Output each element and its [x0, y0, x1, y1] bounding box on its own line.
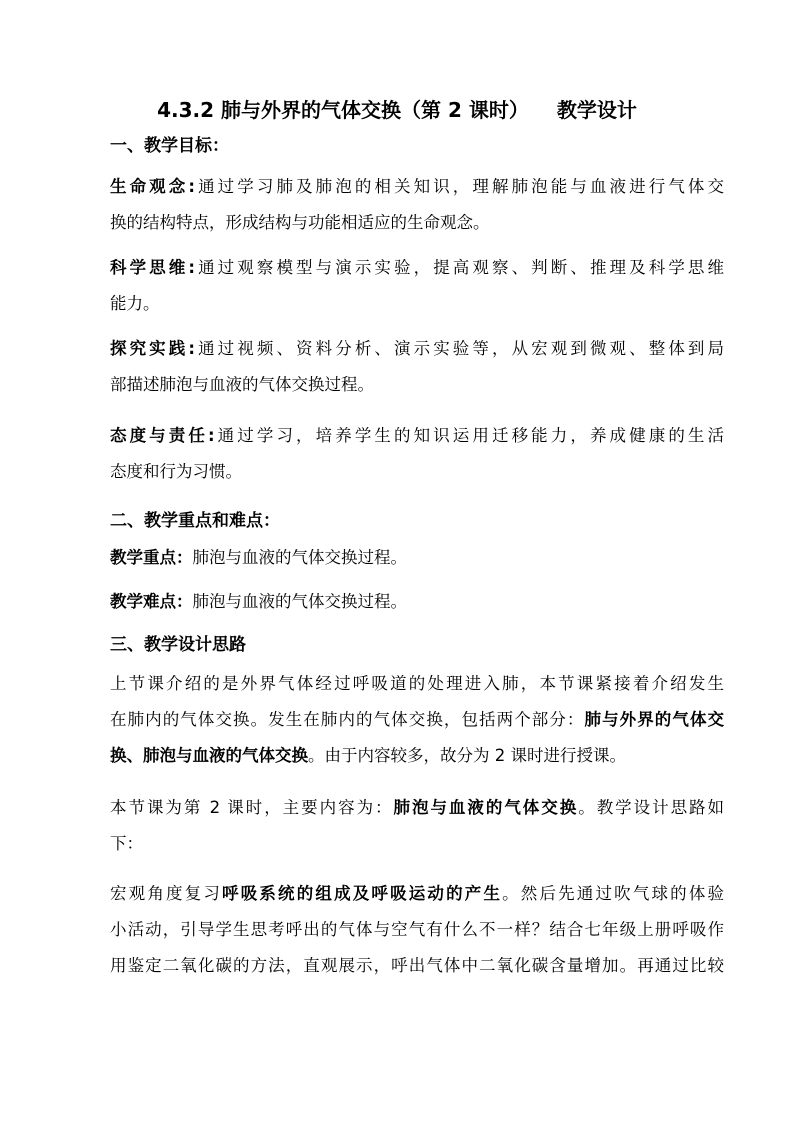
goal-label: 科学思维: [110, 258, 195, 277]
section-heading-design: 三、教学设计思路 [110, 635, 246, 655]
key-point: 教学重点：肺泡与血液的气体交换过程。 [110, 548, 407, 567]
design-paragraph-1: 上节课介绍的是外界气体经过呼吸道的处理进入肺，本节课紧接着介绍发生 在肺内的气体交换。发生在肺内的气体交换，包括两个部分：肺与外界的气体交 换、肺泡与血液的气体交换。由于内容较多，故分为 2 课时进行授课。 [110, 674, 725, 765]
difficult-point: 教学难点：肺泡与血液的气体交换过程。 [110, 592, 407, 611]
title-suffix: 教学设计 [556, 98, 637, 122]
design-paragraph-3: 宏观角度复习呼吸系统的组成及呼吸运动的产生。然后先通过吹气球的体验 小活动，引导学生思考呼出的气体与空气有什么不一样？结合七年级上册呼吸作 用鉴定二氧化碳的方法，直观展示，呼出气体中二氧化碳含量增加。再通过比较 [110, 884, 724, 975]
document-title [0, 96, 794, 124]
goal-label: 生命观念: [110, 177, 195, 196]
title-main: 4.3.2 肺与外界的气体交换（第 2 课时） [157, 98, 529, 122]
goal-inquiry-practice: 探究实践:通过视频、资料分析、演示实验等，从宏观到微观、整体到局 部描述肺泡与血液的气体交换过程。 [110, 339, 725, 394]
goal-attitude-responsibility: 态度与责任:通过学习，培养学生的知识运用迁移能力，养成健康的生活 态度和行为习惯。 [110, 426, 725, 481]
goal-scientific-thinking: 科学思维:通过观察模型与演示实验，提高观察、判断、推理及科学思维 能力。 [110, 258, 725, 313]
section-heading-goals: 一、教学目标： [110, 136, 229, 156]
section-heading-key-points: 二、教学重点和难点： [110, 511, 280, 531]
goal-life-concept: 生命观念:通过学习肺及肺泡的相关知识，理解肺泡能与血液进行气体交 换的结构特点，形成结构与功能相适应的生命观念。 [110, 177, 725, 232]
goal-label: 态度与责任: [110, 426, 215, 445]
design-paragraph-2: 本节课为第 2 课时，主要内容为：肺泡与血液的气体交换。教学设计思路如 下： [110, 798, 725, 853]
goal-label: 探究实践: [110, 339, 195, 358]
